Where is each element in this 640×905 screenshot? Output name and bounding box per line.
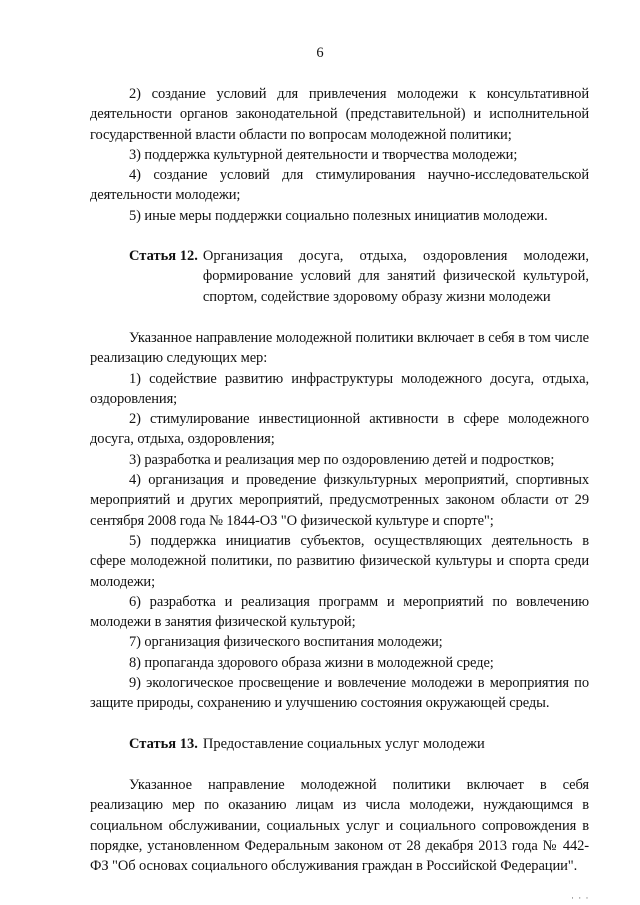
article-12-heading bbox=[90, 246, 589, 307]
list-item: 3) поддержка культурной деятельности и творчества молодежи; bbox=[129, 146, 518, 163]
list-item: 9) экологическое просвещение и вовлечение молодежи в мероприятия по защите природы, сохранению и улучшению состояния окружающей среды. bbox=[90, 675, 589, 712]
list-item: 4) создание условий для стимулирования научно-исследовательской деятельности молодежи; bbox=[90, 167, 589, 204]
article-13-label: Статья 13. bbox=[129, 735, 198, 752]
list-item: 6) разработка и реализация программ и мероприятий по вовлечению молодежи в занятия физической культурой; bbox=[90, 593, 589, 631]
article-12-label: Статья 12. bbox=[129, 248, 198, 265]
list-item: 8) пропаганда здорового образа жизни в молодежной среде; bbox=[129, 654, 494, 671]
list-item: 4) организация и проведение физкультурных мероприятий, спортивных мероприятий и других мероприятий, предусмотренных законом области от 29 сентября 2008 года № 1844-ОЗ "О физической культуре и спорте"; bbox=[90, 472, 589, 529]
list-item: 7) организация физического воспитания молодежи; bbox=[129, 634, 443, 651]
page-number: 6 bbox=[316, 45, 324, 61]
list-item: 2) стимулирование инвестиционной активности в сфере молодежного досуга, отдыха, оздоровления; bbox=[90, 411, 589, 448]
footer-mark: · · · bbox=[571, 893, 590, 903]
article-12-intro: Указанное направление молодежной политики включает в себя в том числе реализацию следующих мер: bbox=[90, 329, 589, 367]
list-item: 5) поддержка инициатив субъектов, осуществляющих деятельность в сфере молодежной политики, по развитию физической культуры и спорта среди молодежи; bbox=[90, 532, 589, 590]
document-body bbox=[90, 84, 589, 876]
article-12-title: Организация досуга, отдыха, оздоровления молодежи, формирование условий для занятий физической культурой, спортом, содействие здоровому образу жизни молодежи bbox=[202, 248, 589, 305]
article-13-text: Указанное направление молодежной политики включает в себя реализацию мер по оказанию лицам из числа молодежи, нуждающимся в социальном обслуживании, социальных услуг и социального сопровождения в порядке, установленном Федеральным законом от 28 декабря 2013 года № 442-ФЗ "Об основах социального обслуживания граждан в Российской Федерации". bbox=[90, 776, 589, 875]
article-13-title: Предоставление социальных услуг молодежи bbox=[202, 735, 485, 752]
list-item: 1) содействие развитию инфраструктуры молодежного досуга, отдыха, оздоровления; bbox=[90, 370, 589, 407]
list-item: 5) иные меры поддержки социально полезных инициатив молодежи. bbox=[129, 207, 548, 224]
list-item: 3) разработка и реализация мер по оздоровлению детей и подростков; bbox=[129, 451, 555, 468]
list-item: 2) создание условий для привлечения молодежи к консультативной деятельности органов законодательной (представительной) и исполнительной государственной власти области по вопросам молодежной политики; bbox=[90, 86, 589, 143]
article-13-heading bbox=[90, 734, 589, 754]
